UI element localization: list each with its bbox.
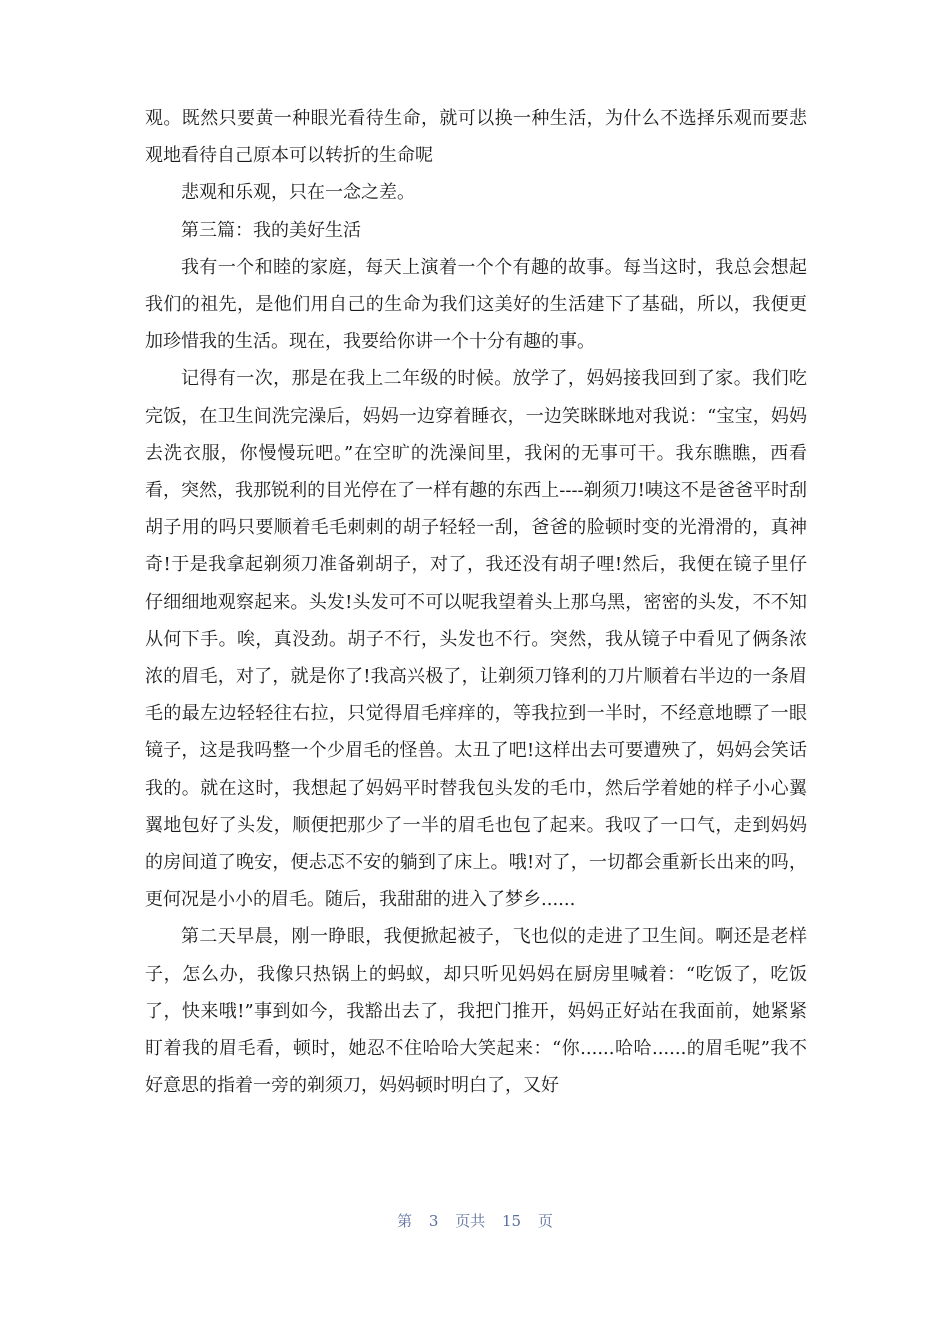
paragraph: 记得有一次，那是在我上二年级的时候。放学了，妈妈接我回到了家。我们吃完饭，在卫生间洗完澡后，妈妈一边穿着睡衣，一边笑眯眯地对我说：“宝宝，妈妈去洗衣服，你慢慢玩吧。”在空旷的洗澡间里，我闲的无事可干。我东瞧瞧，西看看，突然，我那锐利的目光停在了一样有趣的东西上----剃须刀!咦这不是爸爸平时刮胡子用的吗只要顺着毛毛刺刺的胡子轻轻一刮，爸爸的脸顿时变的光滑滑的，真神奇!于是我拿起剃须刀准备剃胡子，对了，我还没有胡子哩!然后，我便在镜子里仔仔细细地观察起来。头发!头发可不可以呢我望着头上那乌黑，密密的头发，不不知从何下手。唉，真没劲。胡子不行，头发也不行。突然，我从镜子中看见了俩条浓浓的眉毛，对了，就是你了!我高兴极了，让剃须刀锋利的刀片顺着右半边的一条眉毛的最左边轻轻往右拉，只觉得眉毛痒痒的，等我拉到一半时，不经意地瞟了一眼镜子，这是我吗整一个少眉毛的怪兽。太丑了吧!这样出去可要遭殃了，妈妈会笑话我的。就在这时，我想起了妈妈平时替我包头发的毛巾，然后学着她的样子小心翼翼地包好了头发，顺便把那少了一半的眉毛也包了起来。我叹了一口气，走到妈妈的房间道了晚安，便忐忑不安的躺到了床上。哦!对了，一切都会重新长出来的吗，更何况是小小的眉毛。随后，我甜甜的进入了梦乡...... <box>145 368 807 911</box>
page-footer <box>0 1210 950 1231</box>
section-heading: 第三篇：我的美好生活 <box>181 219 361 241</box>
paragraph: 悲观和乐观，只在一念之差。 <box>181 182 415 204</box>
footer-prefix: 第 <box>397 1212 413 1230</box>
current-page-number: 3 <box>428 1212 439 1230</box>
footer-mid: 页共 <box>455 1212 486 1230</box>
total-pages-number: 15 <box>502 1212 522 1230</box>
document-body <box>145 100 807 1104</box>
footer-suffix: 页 <box>537 1212 553 1230</box>
paragraph-continuation: 观。既然只要黄一种眼光看待生命，就可以换一种生活，为什么不选择乐观而要悲观地看待自己原本可以转折的生命呢 <box>145 108 807 167</box>
paragraph: 我有一个和睦的家庭，每天上演着一个个有趣的故事。每当这时，我总会想起我们的祖先，是他们用自己的生命为我们这美好的生活建下了基础，所以，我便更加珍惜我的生活。现在，我要给你讲一个十分有趣的事。 <box>145 256 807 353</box>
paragraph: 第二天早晨，刚一睁眼，我便掀起被子，飞也似的走进了卫生间。啊还是老样子，怎么办，我像只热锅上的蚂蚁，却只听见妈妈在厨房里喊着：“吃饭了，吃饭了，快来哦!”事到如今，我豁出去了，我把门推开，妈妈正好站在我面前，她紧紧盯着我的眉毛看，顿时，她忍不住哈哈大笑起来：“你......哈哈......的眉毛呢”我不好意思的指着一旁的剃须刀，妈妈顿时明白了，又好 <box>145 926 807 1097</box>
